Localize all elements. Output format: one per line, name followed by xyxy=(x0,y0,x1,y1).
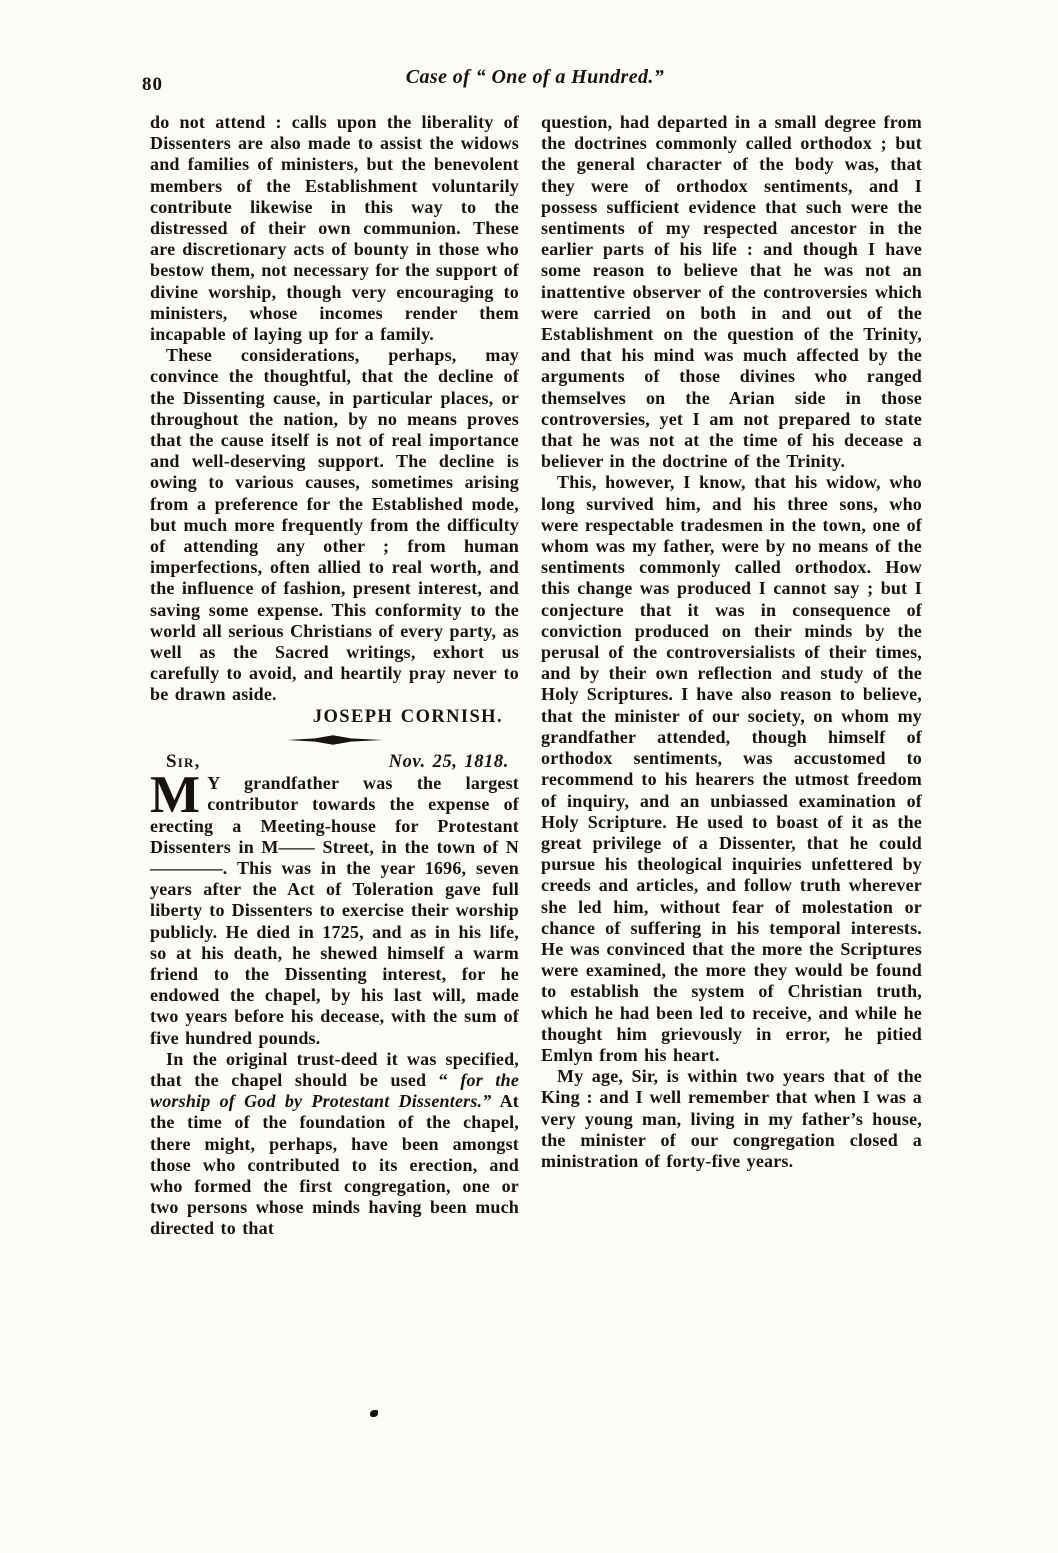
running-header xyxy=(0,0,1058,96)
drop-cap-letter: M xyxy=(150,766,201,825)
paragraph-considerations: These considerations, perhaps, may convince the thoughtful, that the decline of the Dissenting cause, in particular places, or throughout the nation, by no means proves that the cause itself is not of real importance and well-deserving support. The decline is owing to various causes, sometimes arising from a preference for the Established mode, but much more frequently from the difficulty of attending any other ; from human imperfections, often allied to real worth, and the influence of fashion, present interest, and saving some expense. This conformity to the world all serious Christians of every party, as well as the Sacred writings, exhort us carefully to avoid, and heartily pray never to be drawn aside. xyxy=(150,345,519,705)
page-title: Case of “ One of a Hundred.” xyxy=(405,66,665,88)
paragraph-my-age: My age, Sir, is within two years that of the King : and I well remember that when I was a very young man, living in my father’s house, the minister of our congregation closed a ministration of forty-five years. xyxy=(541,1066,922,1171)
trust-deed-quote-italic: for the worship of God by Protestant Dissenters.” xyxy=(150,1069,520,1112)
salutation-row xyxy=(150,751,519,773)
letter-opening-text: Y grandfather was the largest contributor towards the expense of erecting a Meeting-house for Protestant Dissenters in M—— Street, in the town of N————. This was in the year 1696, seven years after the Act of Toleration gave full liberty to Dissenters to exercise their worship publicly. He died in 1725, and as in his life, so at his death, he shewed himself a warm friend to the Dissenting interest, for he endowed the chapel, by his last will, made two years before his decease, with the sum of five hundred pounds. xyxy=(150,773,519,1048)
right-column xyxy=(541,112,922,1240)
paragraph-letter-opening xyxy=(150,766,519,1049)
paragraph-continuation: do not attend : calls upon the liberality of Dissenters are also made to assist the widows and families of ministers, but the benevolent members of the Establishment voluntarily contribute likewise in this way to the distressed of their own communion. These are discretionary acts of bounty in those who bestow them, not necessary for the support of divine worship, though very encouraging to ministers, whose incomes render them incapable of laying up for a family. xyxy=(150,112,519,345)
salutation: Sir, xyxy=(166,750,201,772)
letter-date: Nov. 25, 1818. xyxy=(388,751,509,772)
trust-deed-text: In the original trust-deed it was specified, that the chapel should be used “ xyxy=(150,1048,519,1090)
ink-speck xyxy=(370,1410,378,1417)
paragraph-continuation: question, had departed in a small degree from the doctrines commonly called orthodox ; but the general character of the body was, that they were of orthodox sentiments, and I possess sufficient evidence that such were the sentiments of my respected ancestor in the earlier parts of his life : and though I have some reason to believe that he was not an inattentive observer of the controversies which were carried on both in and out of the Establishment on the question of the Trinity, and that his mind was much affected by the arguments of those divines who ranged themselves on the Arian side in those controversies, yet I am not prepared to state that he was not at the time of his decease a believer in the doctrine of the Trinity. xyxy=(541,112,922,472)
swelled-rule-divider xyxy=(287,734,383,746)
two-column-body xyxy=(0,112,1058,1240)
trust-deed-text-after: At the time of the foundation of the chapel, there might, perhaps, have been amongst those who contributed to its erection, and who formed the first congregation, one or two persons whose minds having been much directed to that xyxy=(150,1091,519,1239)
signature-line: JOSEPH CORNISH. xyxy=(312,706,503,727)
page-number: 80 xyxy=(142,74,163,95)
paragraph-trust-deed xyxy=(150,1049,519,1240)
divider-rule-icon xyxy=(287,734,383,746)
left-column xyxy=(150,112,519,1240)
paragraph-this-however: This, however, I know, that his widow, who long survived him, and his three sons, who were respectable tradesmen in the town, one of whom was my father, were by no means of the sentiments commonly called orthodox. How this change was produced I cannot say ; but I conjecture that it was in consequence of conviction produced on their minds by the perusal of the controversialists of their times, and by their own reflection and study of the Holy Scriptures. I have also reason to believe, that the minister of our society, on whom my grandfather attended, though himself of orthodox sentiments, was accustomed to recommend to his hearers the utmost freedom of inquiry, and an unbiassed examination of Holy Scripture. He used to boast of it as the great privilege of a Dissenter, that he could pursue his theological inquiries unfettered by creeds and articles, and follow truth wherever she led him, without fear of molestation or chance of suffering in his temporal interests. He was convinced that the more the Scriptures were examined, the more they would be found to establish the system of Christian truth, which he had been led to receive, and while he thought him grievously in error, he pitied Emlyn from his heart. xyxy=(541,472,922,1065)
